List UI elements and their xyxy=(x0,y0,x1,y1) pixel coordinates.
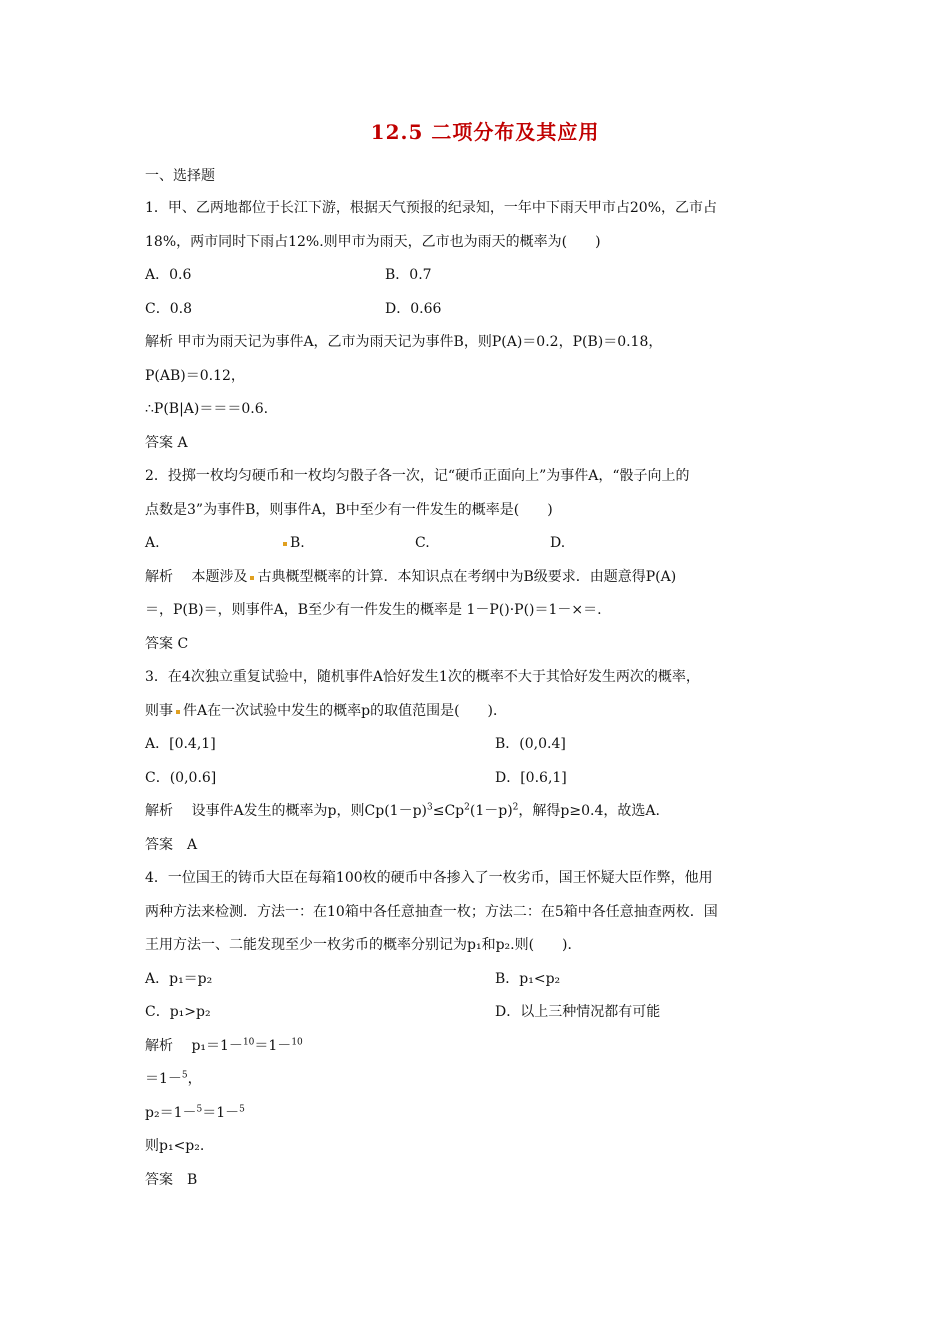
q3-options-row1 xyxy=(145,728,825,762)
q3-solution-text: ，解得p≥0.4，故选A. xyxy=(518,803,660,819)
q4-solution-text: 解析 p₁＝1－ xyxy=(145,1037,243,1054)
q3-option-d: D．[0.6,1] xyxy=(495,769,567,786)
q4-solution-text: ＝1－ xyxy=(254,1037,292,1054)
q4-solution-line4: 则p₁<p₂. xyxy=(145,1138,205,1154)
q4-options-row2 xyxy=(145,996,825,1030)
q1-solution-line1: 解析 甲市为雨天记为事件A，乙市为雨天记为事件B，则P(A)＝0.2，P(B)＝0.18， xyxy=(145,334,663,350)
q1-stem-line2: 18%，两市同时下雨占12%.则甲市为雨天，乙市也为雨天的概率为( ) xyxy=(145,233,601,250)
q1-stem-line1: 1．甲、乙两地都位于长江下游，根据天气预报的纪录知，一年中下雨天甲市占20%，乙市占 xyxy=(145,200,718,216)
q3-solution-text: ≤Cp xyxy=(432,803,465,819)
q4-solution-exponent: 10 xyxy=(242,1036,255,1047)
q2-solution-line2: ＝，P(B)＝，则事件A，B至少有一件发生的概率是 1－P()·P()＝1－×＝. xyxy=(145,602,602,618)
q4-solution-text: ＝1－ xyxy=(202,1104,240,1121)
q4-stem-line1: 4．一位国王的铸币大臣在每箱100枚的硬币中各掺入了一枚劣币，国王怀疑大臣作弊，他用 xyxy=(145,870,713,886)
q2-option-a: A. xyxy=(145,535,160,551)
q3-option-a: A．[0.4,1] xyxy=(145,736,216,752)
q1-answer: 答案 A xyxy=(145,434,188,451)
question-3 xyxy=(145,661,825,862)
q4-solution-text: p₂＝1－ xyxy=(145,1104,197,1121)
q3-stem-post: 件A在一次试验中发生的概率p的取值范围是( )． xyxy=(183,702,507,719)
q4-option-a: A．p₁＝p₂ xyxy=(145,970,213,987)
q4-solution-line3 xyxy=(145,1097,825,1131)
q3-stem-pre: 则事 xyxy=(145,702,173,719)
q4-solution-exponent: 5 xyxy=(239,1103,245,1114)
q3-solution-exponent: 3 xyxy=(427,802,433,813)
section-heading: 一、选择题 xyxy=(145,168,215,184)
q4-solution-exponent: 5 xyxy=(196,1103,203,1114)
q2-option-d: D. xyxy=(550,535,566,551)
q3-answer: 答案 A xyxy=(145,836,198,853)
q1-option-d: D．0.66 xyxy=(385,300,442,317)
q2-solution-post: 古典概型概率的计算．本知识点在考纲中为B级要求．由题意得P(A) xyxy=(257,568,677,585)
q4-answer: 答案 B xyxy=(145,1171,198,1188)
q4-stem-line3: 王用方法一、二能发现至少一枚劣币的概率分别记为p₁和p₂.则( )． xyxy=(145,937,582,953)
q3-options-row2 xyxy=(145,762,825,796)
q3-option-c: C．(0,0.6] xyxy=(145,769,217,786)
q4-solution-line1 xyxy=(145,1030,825,1064)
q2-option-c: C. xyxy=(415,535,430,551)
q2-solution-pre: 解析 本题涉及 xyxy=(145,568,248,585)
q4-solution-text: ， xyxy=(187,1071,202,1087)
q4-options-row1 xyxy=(145,963,825,997)
q2-solution-line1 xyxy=(145,561,825,595)
q4-stem-line2: 两种方法来检测．方法一：在10箱中各任意抽查一枚；方法二：在5箱中各任意抽查两枚．国 xyxy=(145,903,718,920)
q2-option-b-label: B. xyxy=(290,535,305,551)
q3-option-b: B．(0,0.4] xyxy=(495,736,566,752)
marker-dot xyxy=(176,710,180,714)
q4-option-d: D．以上三种情况都有可能 xyxy=(495,1004,661,1020)
q1-options-row1 xyxy=(145,259,825,293)
q4-option-c: C．p₁>p₂ xyxy=(145,1004,211,1020)
q3-solution xyxy=(145,795,825,829)
question-4 xyxy=(145,862,825,1197)
question-1 xyxy=(145,192,825,460)
q4-option-b: B．p₁<p₂ xyxy=(495,970,561,987)
marker-dot xyxy=(283,542,287,546)
q1-solution-line3: ∴P(B|A)＝＝＝0.6. xyxy=(145,401,269,417)
marker-dot xyxy=(250,576,254,580)
page-title: 12.5 二项分布及其应用 xyxy=(370,120,600,144)
q4-solution-text: ＝1－ xyxy=(145,1071,182,1087)
q4-solution-line2 xyxy=(145,1063,825,1097)
q3-solution-exponent: 2 xyxy=(512,802,519,813)
q4-solution-exponent: 10 xyxy=(291,1036,303,1047)
q3-solution-text: (1－p) xyxy=(469,803,513,819)
q3-solution-exponent: 2 xyxy=(464,802,470,813)
q4-solution-exponent: 5 xyxy=(181,1070,188,1081)
q1-options-row2 xyxy=(145,293,825,327)
question-2 xyxy=(145,460,825,661)
q2-stem-line1: 2．投掷一枚均匀硬币和一枚均匀骰子各一次，记“硬币正面向上”为事件A，“骰子向上的 xyxy=(145,468,690,484)
q3-stem-line1: 3．在4次独立重复试验中，随机事件A恰好发生1次的概率不大于其恰好发生两次的概率， xyxy=(145,669,700,685)
q1-option-a: A．0.6 xyxy=(145,267,192,283)
q2-options-row xyxy=(145,527,825,561)
q1-option-b: B．0.7 xyxy=(385,267,432,283)
q3-solution-text: 解析 设事件A发生的概率为p，则Cp(1－p) xyxy=(145,803,427,819)
q1-option-c: C．0.8 xyxy=(145,300,192,317)
q1-solution-line2: P(AB)＝0.12， xyxy=(145,367,245,384)
document-page xyxy=(145,118,825,1197)
q2-answer: 答案 C xyxy=(145,635,189,652)
q3-stem-line2 xyxy=(145,695,825,729)
q2-option-b xyxy=(280,527,415,561)
q2-stem-line2: 点数是3”为事件B，则事件A，B中至少有一件发生的概率是( ) xyxy=(145,501,553,518)
